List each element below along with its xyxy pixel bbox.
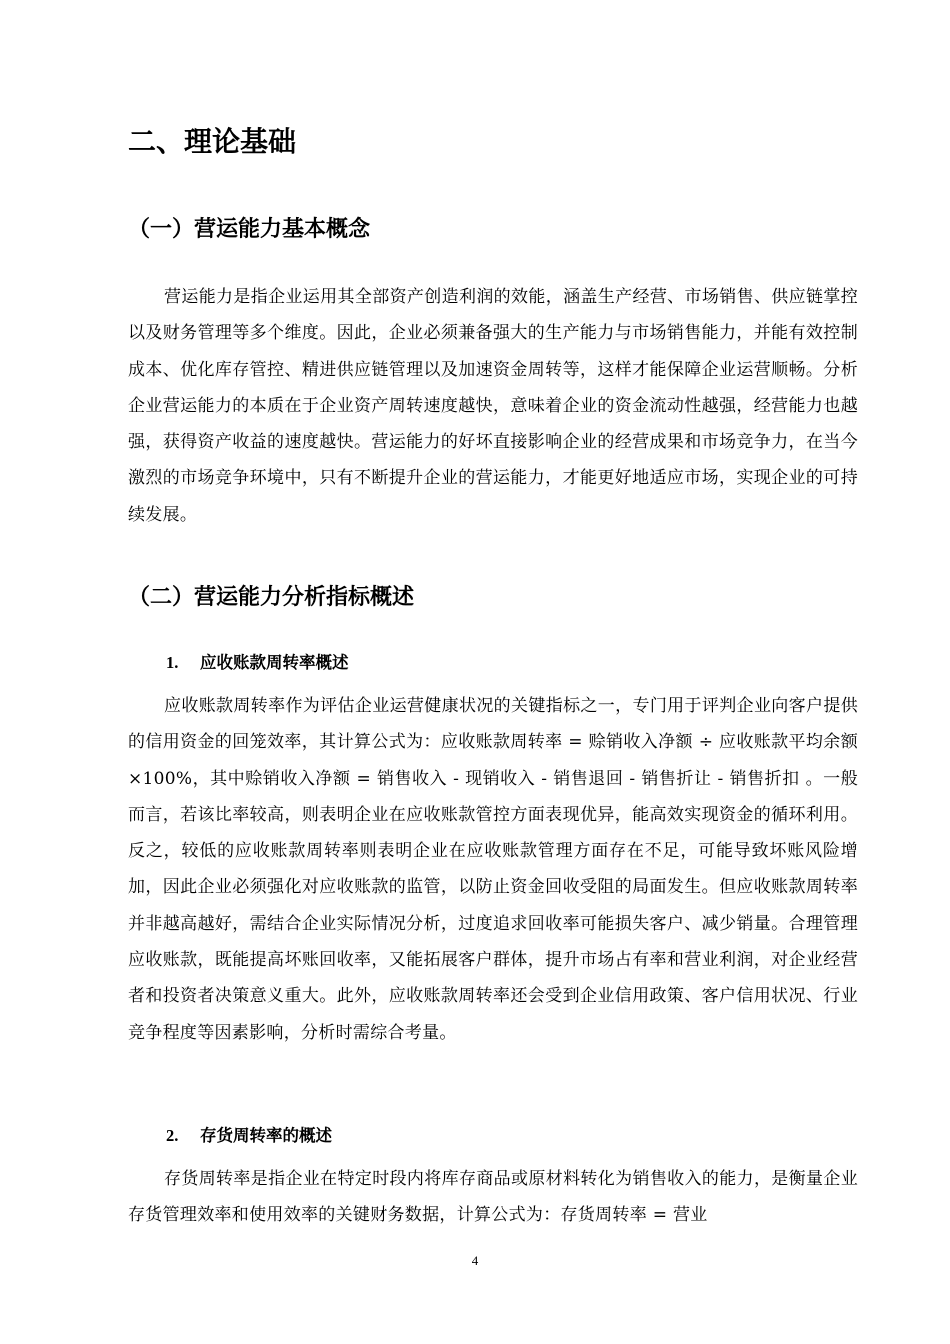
section-title-indicators: （二）营运能力分析指标概述 — [128, 585, 415, 610]
subsection-title: 应收账款周转率概述 — [200, 653, 349, 672]
subsection-number: 2. — [166, 1126, 179, 1145]
subsection-title: 存货周转率的概述 — [200, 1126, 332, 1145]
paragraph-basic-concept: 营运能力是指企业运用其全部资产创造利润的效能，涵盖生产经营、市场销售、供应链掌控以及财务管理等多个维度。因此，企业必须兼备强大的生产能力与市场销售能力，并能有效控制成本、优化库存管控、精进供应链管理以及加速资金周转等，这样才能保障企业运营顺畅。分析企业营运能力的本质在于企业资产周转速度越快，意味着企业的资金流动性越强，经营能力也越强，获得资产收益的速度越快。营运能力的好坏直接影响企业的经营成果和市场竞争力，在当今激烈的市场竞争环境中，只有不断提升企业的营运能力，才能更好地适应市场，实现企业的可持续发展。 — [128, 287, 858, 525]
paragraph-inventory-turnover: 存货周转率是指企业在特定时段内将库存商品或原材料转化为销售收入的能力，是衡量企业存货管理效率和使用效率的关键财务数据，计算公式为：存货周转率 = 营业 — [128, 1169, 858, 1226]
page-number: 4 — [471, 1253, 479, 1268]
subsection-heading-receivables — [166, 651, 349, 675]
subsection-number: 1. — [166, 653, 179, 672]
section-title-basic-concept: （一）营运能力基本概念 — [128, 217, 371, 242]
paragraph-receivables-turnover: 应收账款周转率作为评估企业运营健康状况的关键指标之一，专门用于评判企业向客户提供的信用资金的回笼效率，其计算公式为：应收账款周转率 = 赊销收入净额 ÷ 应收账款平均余额 ×100%，其中赊销收入净额 = 销售收入 - 现销收入 - 销售退回 - 销售折让 - 销售折扣 。一般而言，若该比率较高，则表明企业在应收账款管控方面表现优异，能高效实现资金的循环利用。反之，较低的应收账款周转率则表明企业在应收账款管理方面存在不足，可能导致坏账风险增加，因此企业必须强化对应收账款的监管，以防止资金回收受阻的局面发生。但应收账款周转率并非越高越好，需结合企业实际情况分析，过度追求回收率可能损失客户、减少销量。合理管理应收账款，既能提高坏账回收率，又能拓展客户群体，提升市场占有率和营业利润，对企业经营者和投资者决策意义重大。此外，应收账款周转率还会受到企业信用政策、客户信用状况、行业竞争程度等因素影响，分析时需综合考量。 — [128, 696, 858, 1043]
subsection-heading-inventory — [166, 1124, 332, 1148]
chapter-title: 二、理论基础 — [128, 125, 297, 158]
